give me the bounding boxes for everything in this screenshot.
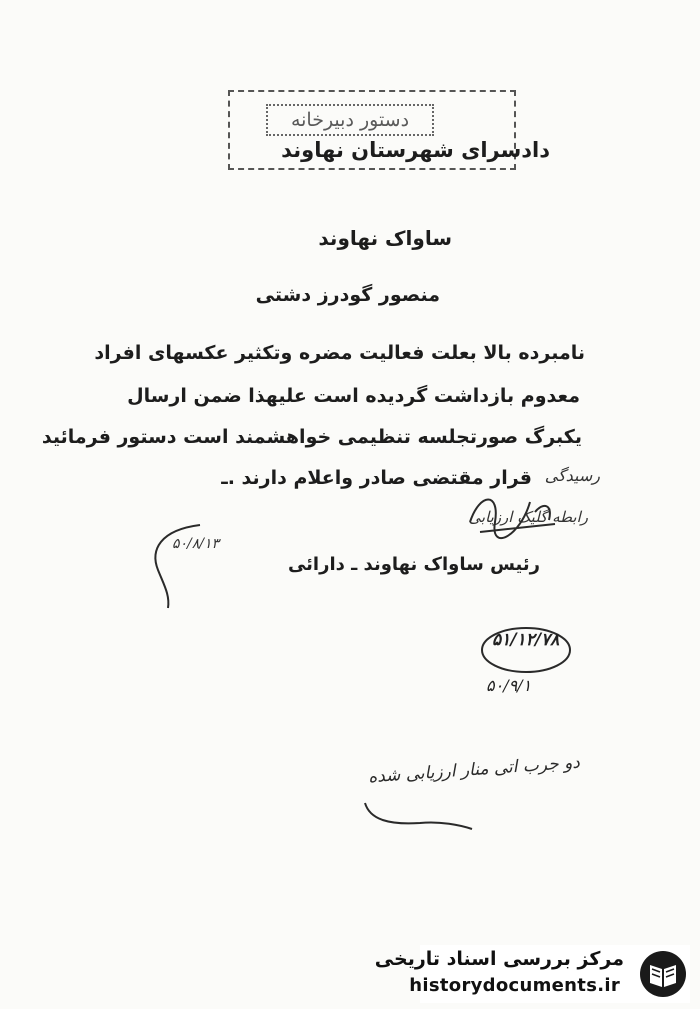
handwritten-note-signature: رابطه گلیک ارزیابی	[468, 508, 588, 526]
recipient-line: ساواک نهاوند	[318, 226, 452, 250]
subject-name: منصور گودرز دشتی	[255, 284, 440, 306]
signature-scribble	[460, 482, 570, 542]
handwritten-note-review: رسیدگی	[544, 466, 600, 485]
body-line-4: قرار مقتضی صادر واعلام دارند .ـ	[221, 467, 532, 489]
body-line-1: نامبرده بالا بعلت فعالیت مضره وتکثیر عکسهای افراد	[94, 342, 585, 364]
handwritten-date-left: ۵۰/۸/۱۳	[172, 536, 220, 552]
footer-org-name: مرکز بررسی اسناد تاریخی	[374, 948, 624, 970]
footer-website: historydocuments.ir	[409, 975, 620, 996]
document-heading: دادسرای شهرستان نهاوند	[281, 138, 550, 162]
body-line-3: یکبرگ صورتجلسه تنظیمی خواهشمند است دستور فرمائید	[41, 426, 582, 448]
signature-line: رئیس ساواک نهاوند ـ دارائی	[287, 554, 540, 575]
handwritten-date-second: ۵۰/۹/۱	[486, 676, 532, 695]
bottom-note-underline	[360, 795, 480, 835]
stamp-text: دستور دبیرخانه	[266, 104, 434, 136]
handwritten-note-bottom: دو جرب اتی منار ارزیابی شده	[367, 752, 581, 788]
body-line-2: معدوم بازداشت گردیده است علیهذا ضمن ارسال	[127, 385, 580, 407]
bracket-scribble	[140, 520, 210, 610]
book-icon	[638, 949, 688, 999]
handwritten-date-stamp: ۵۱/۱۲/۷۸	[492, 630, 560, 650]
